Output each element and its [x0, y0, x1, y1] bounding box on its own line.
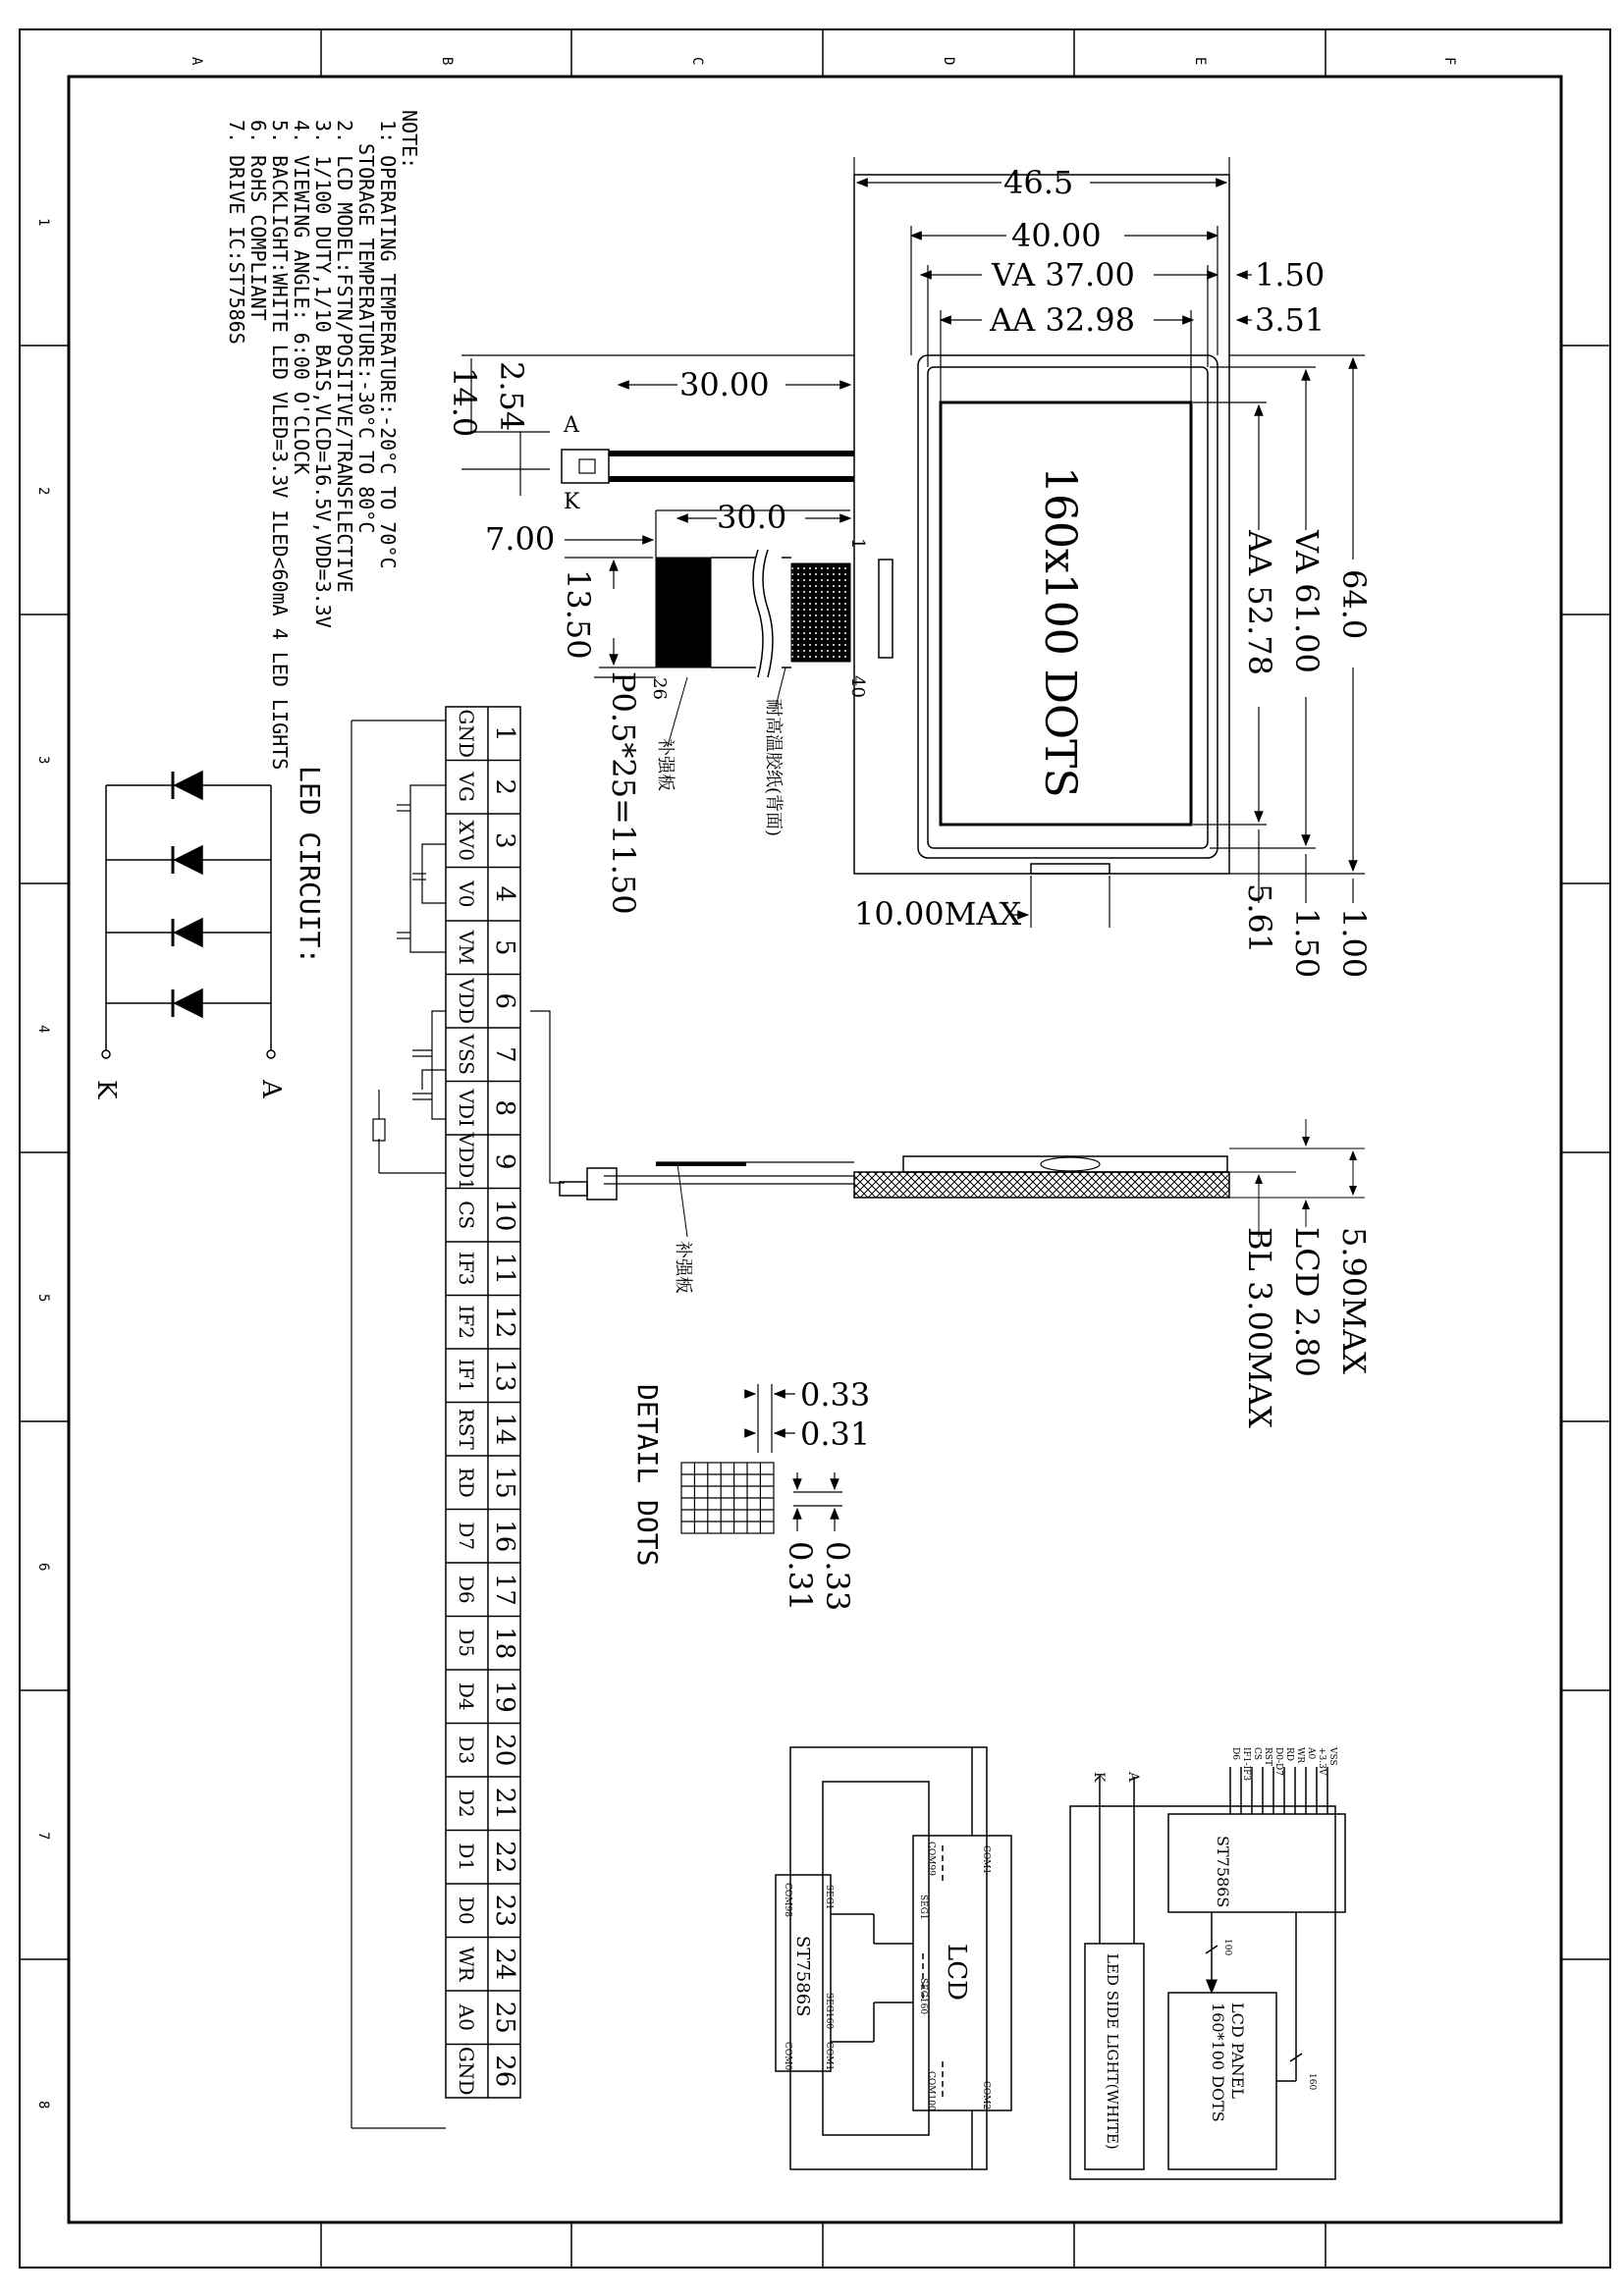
dim-lcd-thickness: LCD 2.80 [1288, 1227, 1326, 1377]
sys-input-label: RST [1263, 1747, 1272, 1766]
dim-h-aa: AA 52.78 [1241, 530, 1278, 675]
row-label-3: 3 [35, 756, 51, 765]
led-cathode-label: K [91, 1080, 121, 1099]
pin-name: IF3 [455, 1251, 478, 1286]
row-label-4: 4 [35, 1025, 51, 1034]
pin-number: 24 [490, 1948, 519, 1981]
side-stiffener-label: 补强板 [673, 1241, 693, 1294]
pin-name: V0 [455, 881, 478, 908]
drv-lcd-label: LCD [942, 1944, 971, 2002]
col-label-c: C [689, 57, 705, 66]
pin-name: D1 [455, 1842, 478, 1872]
sys-input-label: WR [1295, 1747, 1305, 1764]
dim-h-va: VA 61.00 [1288, 530, 1326, 673]
notes-block [225, 110, 421, 770]
note-line-2: 2. LCD MODEL:FSTN/POSITIVE/TRANSFLECTIVE [333, 120, 356, 593]
pin-name: D4 [455, 1682, 478, 1711]
dim-fpc-length: 30.0 [717, 499, 787, 536]
dim-w-va: VA 37.00 [992, 256, 1135, 294]
col-label-b: B [439, 57, 455, 66]
diode-icon [175, 846, 202, 874]
diode-icon [175, 919, 202, 946]
detail-dots-title: DETAIL DOTS [631, 1384, 664, 1567]
pin-name: D6 [455, 1575, 478, 1604]
pin-name: GND [455, 709, 478, 759]
dim-bl-thickness: BL 3.00MAX [1241, 1227, 1278, 1428]
pin-name: D7 [455, 1522, 478, 1551]
pin-name: D5 [455, 1629, 478, 1658]
dim-bottom-1: 1.00 [1335, 908, 1373, 979]
pin-name: IF2 [455, 1305, 478, 1340]
pin-number: 5 [490, 938, 519, 956]
dim-h-outline: 64.0 [1335, 569, 1373, 640]
drv-seg160-ic: SEG160 [824, 1993, 834, 2030]
pin-name: VDI [455, 1089, 478, 1127]
pin-name: D0 [455, 1896, 478, 1925]
dim-bottom-2: 1.50 [1288, 908, 1326, 979]
dim-total-thickness: 5.90MAX [1335, 1227, 1373, 1374]
tail-dim-lines [1011, 876, 1112, 928]
pin-number: 20 [490, 1734, 519, 1767]
sys-input-label: IF1-IF3 [1241, 1747, 1251, 1782]
sys-sig-a: A [1125, 1772, 1141, 1783]
diode-icon [175, 772, 202, 799]
drv-com0: COM0 [783, 2042, 792, 2071]
fpc-edge [879, 560, 893, 658]
pin-name: GND [455, 2046, 478, 2096]
sys-input-label: D6 [1230, 1747, 1240, 1760]
sys-input-label: VSS [1327, 1747, 1337, 1766]
detail-dim-1: 0.33 [800, 1376, 871, 1414]
label-cathode: K [564, 490, 580, 514]
pin-number: 21 [490, 1787, 519, 1820]
pin-number: 18 [490, 1627, 519, 1660]
dim-right-aa: 3.51 [1255, 301, 1326, 339]
sys-input-label: CS [1252, 1747, 1262, 1761]
sys-panel-label-2: 160*100 DOTS [1209, 2002, 1227, 2122]
col-label-a: A [189, 57, 204, 66]
pin-number: 14 [490, 1413, 519, 1446]
label-stiffener: 补强板 [655, 738, 676, 791]
pin-number: 6 [490, 992, 519, 1010]
dim-fpc-pitch: P0.5*25=11.50 [605, 671, 642, 915]
pin-name: VG [455, 772, 478, 802]
dots-label: 160x100 DOTS [1035, 466, 1085, 798]
pin-number: 16 [490, 1520, 519, 1553]
pin-number: 11 [490, 1252, 519, 1285]
pin-number: 23 [490, 1894, 519, 1927]
pin-name: CS [455, 1201, 478, 1230]
note-line-6: 6. RoHS COMPLIANT [246, 120, 270, 321]
row-label-8: 8 [35, 2101, 51, 2109]
detail-dim-4: 0.31 [782, 1541, 819, 1612]
label-pin-1: 1 [847, 538, 868, 550]
dim-w-panel: 40.00 [1011, 217, 1102, 254]
note-line-1: 1: OPERATING TEMPERATURE:-20°C TO 70°C [376, 120, 400, 569]
tail-stub [1031, 864, 1110, 874]
pin-name: VM [455, 930, 478, 965]
sys-panel-label-1: LCD PANEL [1228, 2002, 1247, 2099]
drv-com98: COM98 [783, 1883, 792, 1917]
col-label-d: D [941, 57, 956, 66]
diode-icon [175, 989, 202, 1017]
pin-number: 17 [490, 1573, 519, 1606]
dim-cable-length: 30.00 [679, 366, 770, 403]
label-anode: A [564, 413, 579, 438]
note-line-1b: STORAGE TEMPERATURE:-30°C TO 80°C [354, 143, 378, 534]
dim-fpc-w1: 7.00 [485, 520, 556, 558]
pin-number: 13 [490, 1359, 519, 1392]
drv-com2: COM2 [981, 2081, 991, 2110]
dim-right-va: 1.50 [1255, 256, 1326, 294]
row-label-1: 1 [35, 218, 51, 227]
pin-name: XV0 [455, 820, 478, 861]
sys-sig-k: K [1091, 1772, 1107, 1783]
note-line-3: 3. 1/100 DUTY,1/10 BAIS,VLCD=16.5V,VDD=3.3V [311, 120, 335, 628]
pin-name: WR [455, 1946, 478, 1982]
row-label-7: 7 [35, 1832, 51, 1841]
drawing-frame [20, 29, 1610, 2268]
drv-com100: COM100 [926, 2071, 936, 2111]
pin-number: 12 [490, 1306, 519, 1339]
label-tape: 耐高温胶纸(背面) [763, 699, 784, 837]
detail-dim-2: 0.31 [800, 1415, 871, 1453]
drv-seg1: SEG1 [918, 1895, 928, 1920]
led-circuit [102, 772, 275, 1058]
drv-com99: COM99 [926, 1842, 936, 1876]
dim-w-outline: 46.5 [1003, 164, 1074, 201]
pin-name: D3 [455, 1735, 478, 1765]
pin-number: 7 [490, 1045, 519, 1063]
pin-name: A0 [455, 2003, 478, 2031]
pin-number: 15 [490, 1466, 519, 1499]
drv-seg1-ic: SEG1 [824, 1885, 834, 1910]
led-circuit-title: LED CIRCUIT: [294, 766, 326, 965]
drv-seg160: SEG160 [918, 1978, 928, 2015]
notes-title: NOTE: [398, 110, 421, 170]
row-label-5: 5 [35, 1294, 51, 1303]
col-label-f: F [1441, 57, 1457, 66]
col-label-e: E [1192, 57, 1208, 66]
detail-dim-3: 0.33 [819, 1541, 856, 1612]
sys-input-label: RD [1284, 1747, 1294, 1761]
label-pin-40: 40 [847, 675, 868, 698]
sys-bus-160: 160 [1307, 2073, 1317, 2091]
pin-name: VDD1 [455, 1132, 478, 1191]
pin-number: 4 [490, 885, 519, 903]
note-line-7: 7. DRIVE IC:ST7586S [225, 120, 248, 345]
pin-number: 9 [490, 1152, 519, 1170]
pin-name: VSS [455, 1034, 478, 1075]
pin-table [446, 707, 520, 2098]
pin-name: RD [455, 1467, 478, 1498]
sys-led-label: LED SIDE LIGHT(WHITE) [1104, 1953, 1121, 2150]
sys-input-label: +3.3V [1317, 1747, 1326, 1776]
note-line-4: 4. VIEWING ANGLE: 6:00 O'CLOCK [290, 120, 313, 475]
dim-bottom-3: 5.61 [1241, 883, 1278, 954]
dim-fpc-w2: 13.50 [560, 569, 597, 660]
pin-name: D2 [455, 1789, 478, 1818]
pin-number: 1 [490, 724, 519, 742]
pin-name: IF1 [455, 1358, 478, 1393]
label-pin-26: 26 [649, 677, 670, 700]
pin-number: 25 [490, 2001, 519, 2034]
sys-bus-100: 100 [1222, 1939, 1232, 1956]
led-anode-label: A [256, 1080, 286, 1098]
dim-pitch-2: 14.0 [446, 367, 483, 438]
dim-tail-max: 10.00MAX [854, 895, 1022, 933]
pin-number: 26 [490, 2055, 519, 2088]
pin-name: VDD [455, 978, 478, 1025]
sys-input-label: D0-D7 [1273, 1747, 1283, 1776]
pin-number: 19 [490, 1680, 519, 1713]
drv-ic-label: ST7586S [792, 1936, 813, 2017]
side-view [560, 1119, 1365, 1237]
pin-number: 22 [490, 1841, 519, 1874]
pin-number: 10 [490, 1199, 519, 1232]
pin-number: 3 [490, 831, 519, 849]
dim-w-aa: AA 32.98 [990, 301, 1135, 339]
row-label-2: 2 [35, 487, 51, 496]
sys-input-label: A0 [1306, 1747, 1316, 1760]
sys-ic-label: ST7586S [1214, 1836, 1232, 1908]
drv-com1-ic: COM1 [824, 2042, 834, 2071]
pin-number: 8 [490, 1099, 519, 1117]
pin-name: RST [455, 1408, 478, 1450]
note-line-5: 5. BACKLIGHT:WHITE LED VLED=3.3V ILED<60mA 4 LED LIGHTS [268, 120, 292, 771]
row-label-6: 6 [35, 1563, 51, 1572]
drv-com1: COM1 [981, 1845, 991, 1875]
pin-number: 2 [490, 778, 519, 796]
dim-pitch-1: 2.54 [493, 361, 530, 432]
